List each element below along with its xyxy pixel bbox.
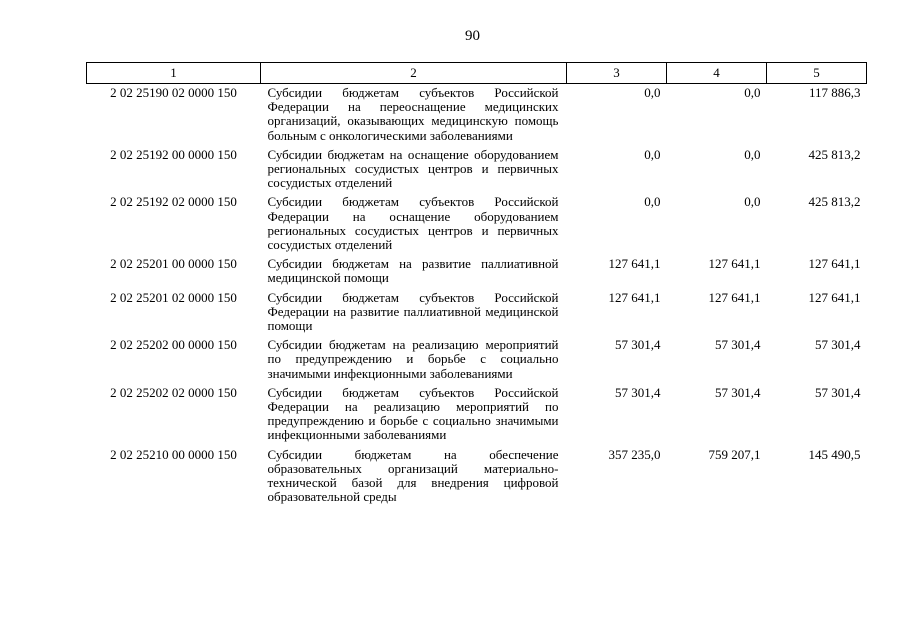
- table-row: [87, 384, 867, 446]
- header-col-5: 5: [767, 63, 867, 84]
- row-value-col3: 0,0: [644, 146, 661, 162]
- row-value-col5: 57 301,4: [815, 384, 861, 400]
- row-value-col3: 127 641,1: [608, 256, 661, 272]
- row-code: 2 02 25201 00 0000 150: [110, 256, 237, 272]
- table-row: [87, 289, 867, 337]
- row-value-col4: 127 641,1: [708, 256, 761, 272]
- row-description: Субсидии бюджетам субъектов Российской Федерации на оснащение оборудованием региональных сосудистых центров и первичных сосудистых отделений: [267, 194, 559, 253]
- page-number: 90: [465, 28, 480, 44]
- row-value-col3: 357 235,0: [608, 446, 661, 462]
- row-value-col4: 0,0: [744, 85, 761, 100]
- row-value-col3: 0,0: [644, 85, 661, 100]
- table-header-row: [87, 63, 867, 84]
- row-code: 2 02 25192 02 0000 150: [110, 194, 237, 210]
- row-value-col4: 0,0: [744, 194, 761, 210]
- row-value-col4: 127 641,1: [708, 289, 761, 305]
- row-description: Субсидии бюджетам на развитие паллиативной медицинской помощи: [267, 256, 559, 286]
- row-value-col4: 57 301,4: [715, 384, 761, 400]
- row-code: 2 02 25202 02 0000 150: [110, 384, 237, 400]
- table-row: [87, 336, 867, 384]
- row-value-col5: 425 813,2: [808, 194, 861, 210]
- row-description: Субсидии бюджетам на обеспечение образовательных организаций материально-технической базой для внедрения цифровой образовательной среды: [267, 446, 559, 505]
- row-value-col5: 127 641,1: [808, 289, 861, 305]
- row-description: Субсидии бюджетам субъектов Российской Федерации на реализацию мероприятий по предупреждению и борьбе с социально значимыми инфекционными заболеваниями: [267, 384, 559, 443]
- row-description: Субсидии бюджетам субъектов Российской Федерации на переоснащение медицинских организаций, оказывающих медицинскую помощь больным с онкологическими заболеваниями: [267, 85, 559, 143]
- row-value-col5: 117 886,3: [808, 85, 861, 100]
- budget-table: [86, 62, 867, 507]
- row-value-col3: 57 301,4: [615, 384, 661, 400]
- header-col-2: 2: [261, 63, 567, 84]
- row-description: Субсидии бюджетам субъектов Российской Федерации на развитие паллиативной медицинской помощи: [267, 289, 559, 334]
- row-description: Субсидии бюджетам на реализацию мероприятий по предупреждению и борьбе с социально значимыми инфекционными заболеваниями: [267, 337, 559, 381]
- row-value-col5: 57 301,4: [815, 337, 861, 353]
- table-row: [87, 193, 867, 255]
- row-code: 2 02 25192 00 0000 150: [110, 146, 237, 162]
- row-code: 2 02 25210 00 0000 150: [110, 446, 237, 462]
- table-row: [87, 84, 867, 146]
- header-col-4: 4: [667, 63, 767, 84]
- row-description: Субсидии бюджетам на оснащение оборудованием региональных сосудистых центров и первичных сосудистых отделений: [267, 146, 559, 191]
- row-code: 2 02 25190 02 0000 150: [110, 85, 237, 100]
- row-value-col5: 145 490,5: [808, 446, 861, 462]
- row-code: 2 02 25202 00 0000 150: [110, 337, 237, 353]
- row-value-col4: 57 301,4: [715, 337, 761, 353]
- row-value-col3: 0,0: [644, 194, 661, 210]
- header-col-1: 1: [87, 63, 261, 84]
- row-code: 2 02 25201 02 0000 150: [110, 289, 237, 305]
- row-value-col4: 759 207,1: [708, 446, 761, 462]
- table-row: [87, 146, 867, 194]
- row-value-col3: 127 641,1: [608, 289, 661, 305]
- row-value-col5: 127 641,1: [808, 256, 861, 272]
- header-col-3: 3: [567, 63, 667, 84]
- table-row: [87, 446, 867, 508]
- row-value-col5: 425 813,2: [808, 146, 861, 162]
- table-row: [87, 255, 867, 288]
- row-value-col4: 0,0: [744, 146, 761, 162]
- row-value-col3: 57 301,4: [615, 337, 661, 353]
